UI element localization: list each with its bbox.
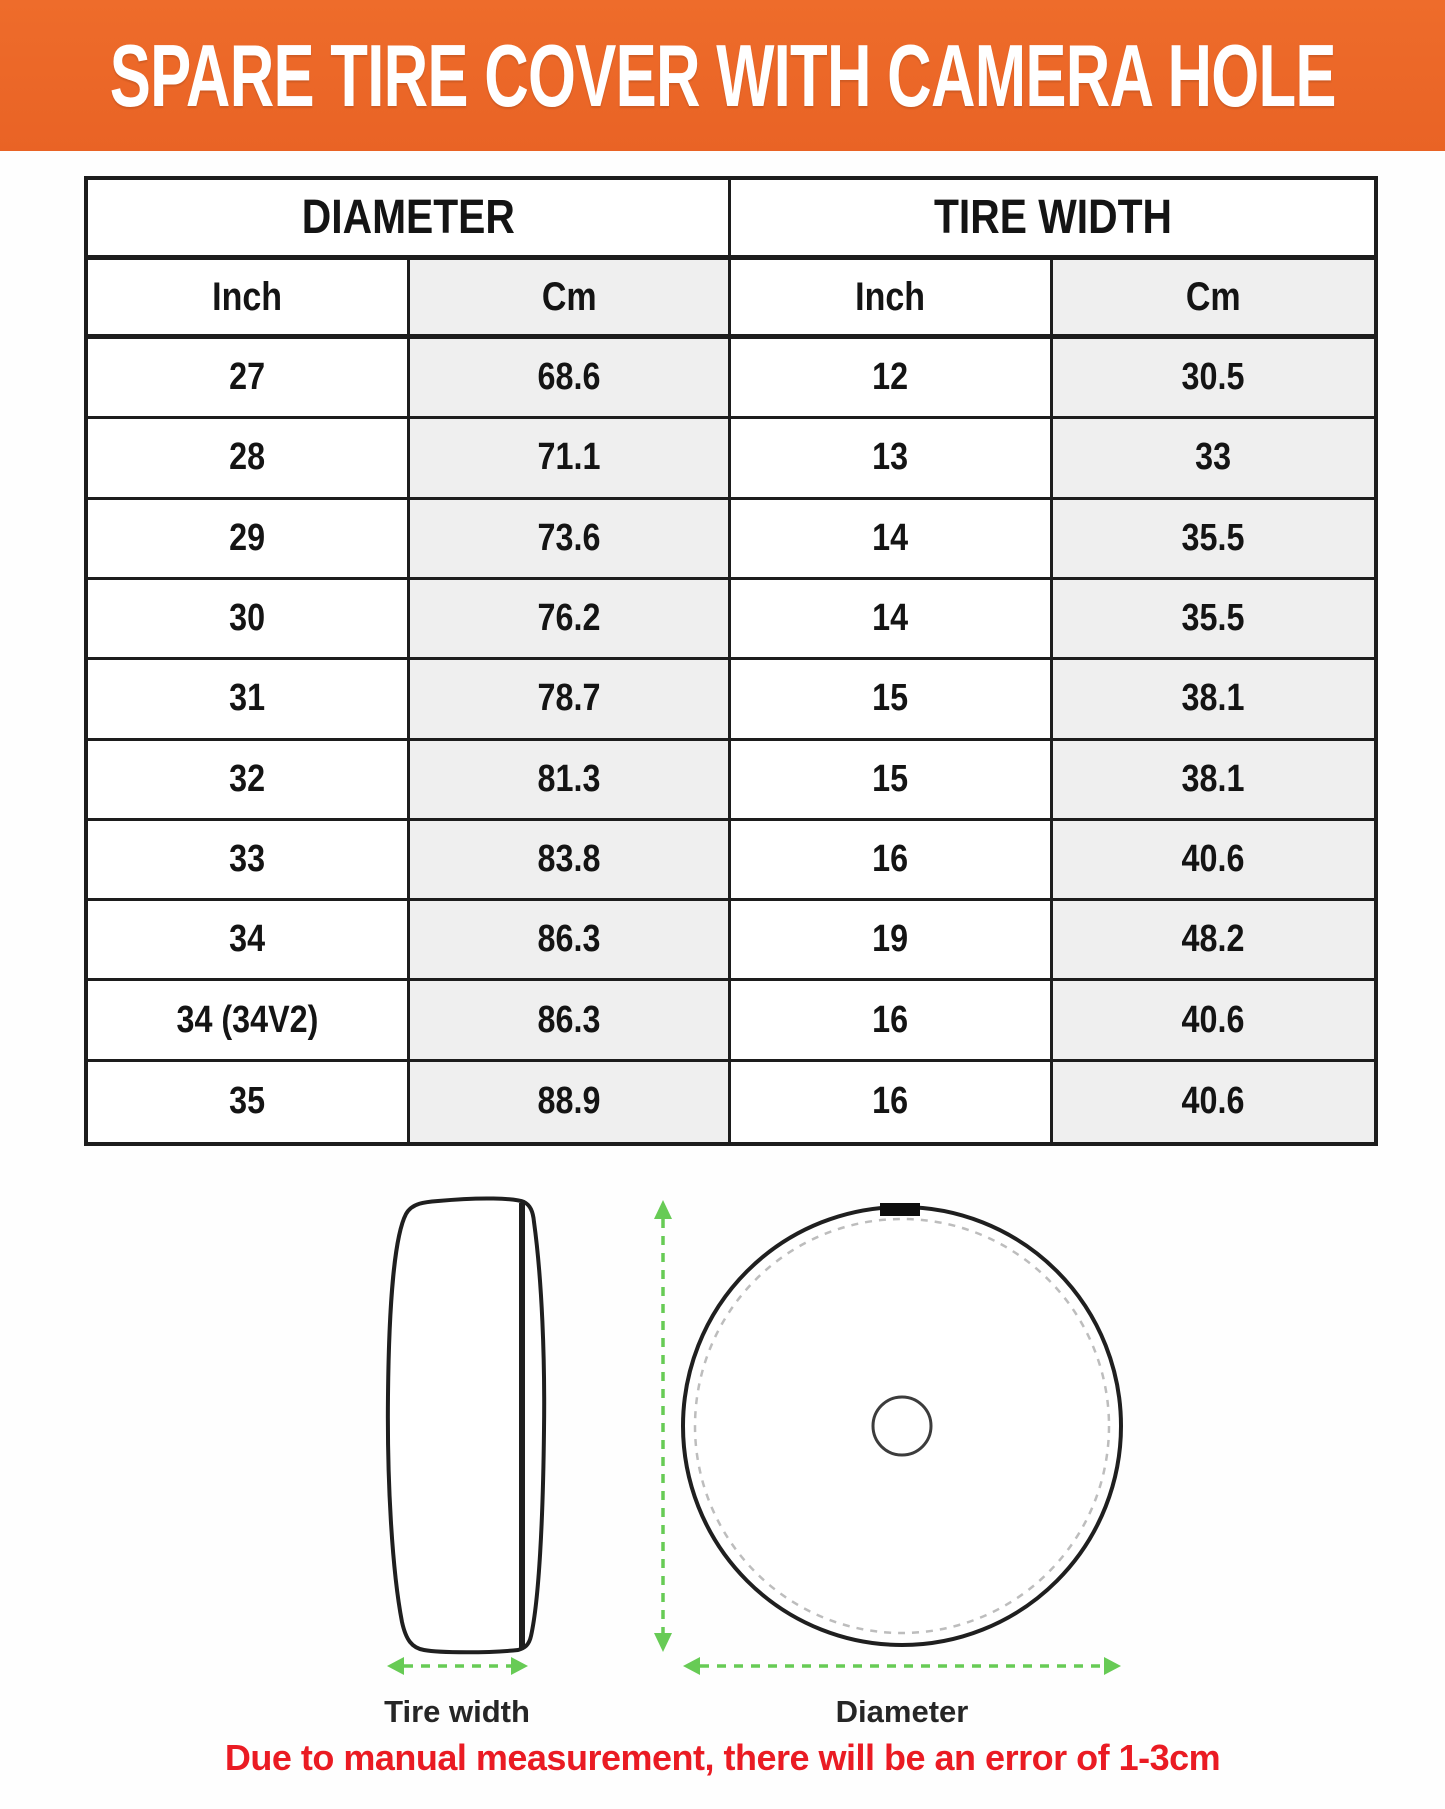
table-cell: 40.6 (1053, 1062, 1375, 1142)
table-cell: 12 (731, 339, 1053, 419)
table-cell: 29 (88, 500, 410, 580)
table-cell: 38.1 (1053, 660, 1375, 740)
column-header-inch: Inch (731, 260, 1053, 339)
table-cell: 15 (731, 741, 1053, 821)
camera-hole (873, 1397, 931, 1455)
tire-width-arrow (387, 1657, 528, 1675)
table-cell: 19 (731, 901, 1053, 981)
table-cell: 86.3 (410, 901, 732, 981)
table-cell: 13 (731, 419, 1053, 499)
table-cell: 28 (88, 419, 410, 499)
table-cell: 35.5 (1053, 580, 1375, 660)
column-header-cm: Cm (410, 260, 732, 339)
table-cell: 88.9 (410, 1062, 732, 1142)
table-cell: 78.7 (410, 660, 732, 740)
table-cell: 76.2 (410, 580, 732, 660)
table-cell: 35.5 (1053, 500, 1375, 580)
table-cell: 31 (88, 660, 410, 740)
group-header-diameter: DIAMETER (88, 180, 731, 260)
tire-side-view (388, 1198, 544, 1652)
tire-measurement-diagram (0, 1180, 1445, 1745)
table-cell: 34 (88, 901, 410, 981)
diameter-label: Diameter (835, 1694, 969, 1729)
title-banner (0, 0, 1445, 151)
table-cell: 83.8 (410, 821, 732, 901)
table-cell: 40.6 (1053, 981, 1375, 1061)
table-cell: 16 (731, 821, 1053, 901)
table-cell: 14 (731, 500, 1053, 580)
table-cell: 14 (731, 580, 1053, 660)
tire-width-label: Tire width (384, 1694, 530, 1729)
column-header-inch: Inch (88, 260, 410, 339)
table-cell: 16 (731, 981, 1053, 1061)
table-cell: 16 (731, 1062, 1053, 1142)
table-cell: 71.1 (410, 419, 732, 499)
vertical-measure-arrow (654, 1200, 672, 1652)
table-cell: 30 (88, 580, 410, 660)
group-header-tire-width: TIRE WIDTH (731, 180, 1374, 260)
table-cell: 33 (88, 821, 410, 901)
size-table (84, 176, 1378, 1146)
table-cell: 40.6 (1053, 821, 1375, 901)
measurement-disclaimer: Due to manual measurement, there will be an error of 1-3cm (224, 1737, 1221, 1778)
table-cell: 30.5 (1053, 339, 1375, 419)
table-cell: 27 (88, 339, 410, 419)
table-cell: 32 (88, 741, 410, 821)
column-header-cm: Cm (1053, 260, 1375, 339)
table-cell: 81.3 (410, 741, 732, 821)
diameter-arrow (683, 1657, 1121, 1675)
page-title: SPARE TIRE COVER WITH CAMERA HOLE (109, 25, 1336, 125)
table-cell: 34 (34V2) (88, 981, 410, 1061)
table-cell: 68.6 (410, 339, 732, 419)
strap-notch (880, 1203, 920, 1216)
table-cell: 73.6 (410, 500, 732, 580)
table-cell: 35 (88, 1062, 410, 1142)
table-cell: 48.2 (1053, 901, 1375, 981)
table-cell: 86.3 (410, 981, 732, 1061)
table-cell: 15 (731, 660, 1053, 740)
table-cell: 33 (1053, 419, 1375, 499)
table-cell: 38.1 (1053, 741, 1375, 821)
tire-front-view (683, 1203, 1121, 1645)
